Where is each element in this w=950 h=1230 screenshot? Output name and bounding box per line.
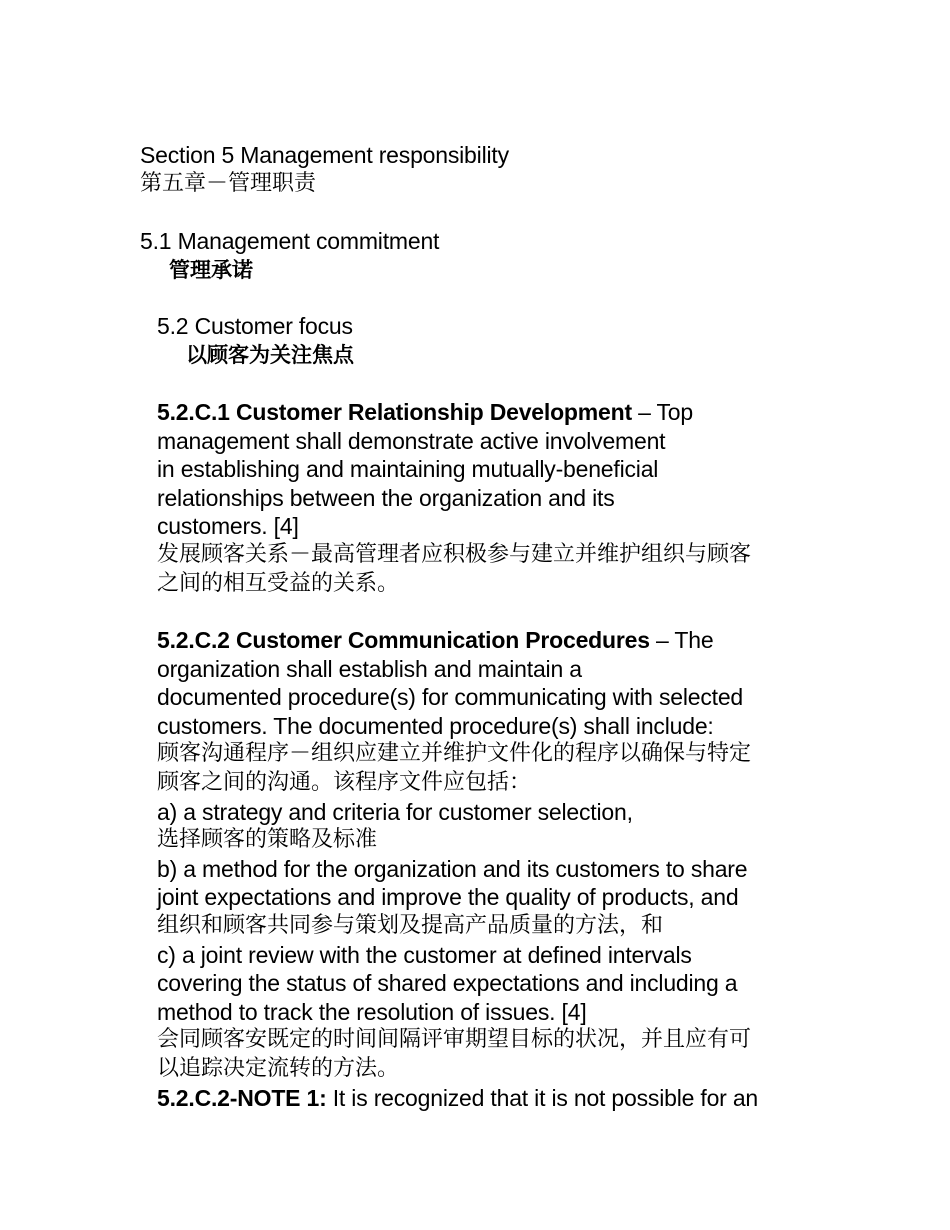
clause-5-2-c-2-text: – The (649, 627, 714, 653)
clause-5-2-c-1-zh: 之间的相互受益的关系。 (157, 570, 400, 596)
list-item-a: a) a strategy and criteria for customer selection, (157, 798, 633, 825)
clause-5-2-c-1-first-line (157, 398, 751, 427)
clause-5-2-c-2-text: customers. The documented procedure(s) shall include: (157, 712, 714, 739)
list-item-c: covering the status of shared expectations and including a (157, 970, 738, 997)
list-item-b: joint expectations and improve the quality of products, and (157, 884, 739, 911)
clause-5-2-c-2-text: organization shall establish and maintain a (157, 655, 582, 682)
clause-5-2-title-zh: 以顾客为关注焦点 (186, 342, 354, 367)
list-item-c-zh: 以追踪决定流转的方法。 (157, 1055, 400, 1081)
note-label: 5.2.C.2-NOTE 1: (157, 1084, 327, 1111)
note-text: It is recognized that it is not possible for an (326, 1084, 759, 1111)
clause-5-2-c-2-heading: 5.2.C.2 Customer Communication Procedures (157, 627, 650, 653)
clause-5-2-c-2 (157, 626, 758, 1112)
list-item-b: b) a method for the organization and its customers to share (157, 855, 748, 882)
clause-5-2-c-2-first-line (157, 626, 758, 655)
clause-5-2-c-1-text: customers. [4] (157, 513, 299, 540)
section-heading (140, 141, 509, 198)
clause-5-2-c-1-text: – Top (631, 399, 693, 425)
clause-5-2-c-1-heading: 5.2.C.1 Customer Relationship Development (157, 399, 632, 425)
section-title: Section 5 Management responsibility (140, 142, 509, 168)
clause-5-2-c-1-zh: 发展顾客关系－最高管理者应积极参与建立并维护组织与顾客 (157, 541, 752, 567)
list-item-c: method to track the resolution of issues. [4] (157, 998, 587, 1025)
clause-5-2-title: 5.2 Customer focus (157, 313, 353, 339)
list-item-c-zh: 会同顾客安既定的时间间隔评审期望目标的状况，并且应有可 (157, 1027, 752, 1053)
section-title-zh: 第五章－管理职责 (140, 170, 317, 196)
clause-5-1-title-zh: 管理承诺 (169, 257, 253, 282)
clause-5-2-c-1-text: relationships between the organization and its (157, 484, 615, 511)
note-line (157, 1084, 758, 1113)
clause-5-1-title: 5.1 Management commitment (140, 228, 440, 254)
clause-5-2-c-2-zh: 顾客沟通程序－组织应建立并维护文件化的程序以确保与特定 (157, 741, 752, 767)
clause-5-1 (140, 227, 439, 284)
list-item-a-zh: 选择顾客的策略及标准 (157, 827, 378, 853)
clause-5-2-c-1-text: in establishing and maintaining mutually-beneficial (157, 456, 659, 483)
clause-5-2-c-1-text: management shall demonstrate active involvement (157, 427, 666, 454)
clause-5-2 (157, 312, 354, 369)
clause-5-2-c-1 (157, 398, 751, 598)
clause-5-2-c-2-zh: 顾客之间的沟通。该程序文件应包括： (157, 769, 532, 795)
list-item-c: c) a joint review with the customer at defined intervals (157, 941, 692, 968)
clause-5-2-c-2-text: documented procedure(s) for communicating with selected (157, 684, 744, 711)
list-item-b-zh: 组织和顾客共同参与策划及提高产品质量的方法，和 (157, 912, 664, 938)
